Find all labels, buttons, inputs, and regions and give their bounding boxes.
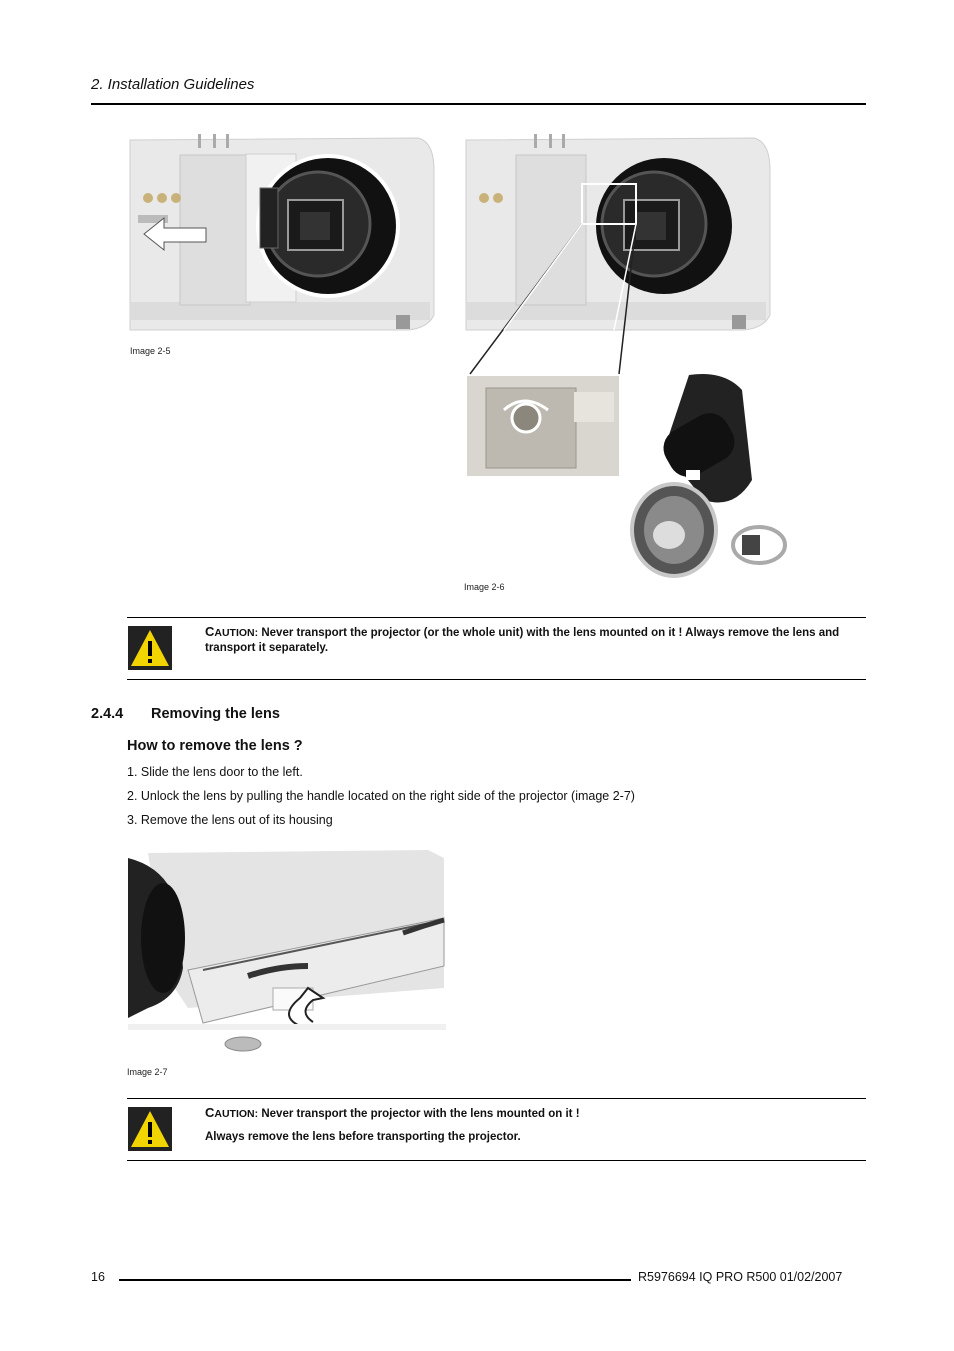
warning-icon: [128, 1107, 172, 1151]
step-item: 3. Remove the lens out of its housing: [127, 813, 333, 827]
running-header: 2. Installation Guidelines: [91, 76, 255, 93]
caution-message: Never transport the projector with the lens mounted on it !: [261, 1108, 580, 1120]
section-number: 2.4.4: [91, 706, 124, 722]
figure-caption: Image 2-7: [127, 1067, 168, 1077]
caution-label: CAUTION:: [205, 1105, 259, 1120]
figure-image-2-7: [128, 848, 446, 1060]
caution-box: [127, 617, 866, 680]
figure-caption: Image 2-5: [130, 346, 171, 356]
page-number: 16: [91, 1270, 105, 1284]
procedure-title: How to remove the lens ?: [127, 738, 303, 754]
document-info: R5976694 IQ PRO R500 01/02/2007: [638, 1270, 843, 1284]
figure-caption: Image 2-6: [464, 582, 505, 592]
section-title: Removing the lens: [151, 706, 280, 722]
caution-label: CAUTION:: [205, 624, 259, 639]
figure-image-2-5: [128, 130, 438, 345]
footer-rule: [119, 1279, 631, 1281]
caution-text: [205, 1105, 866, 1122]
section-heading: [91, 706, 280, 722]
figure-image-2-6: [464, 130, 794, 580]
step-item: 1. Slide the lens door to the left.: [127, 765, 303, 779]
caution-box: [127, 1098, 866, 1161]
header-rule: [91, 103, 866, 105]
step-item: 2. Unlock the lens by pulling the handle located on the right side of the projector (image 2-7): [127, 789, 635, 803]
caution-message-line2: Always remove the lens before transporting the projector.: [205, 1131, 521, 1143]
caution-text: [205, 624, 866, 656]
caution-message: Never transport the projector (or the whole unit) with the lens mounted on it ! Always remove the lens and transport it separately.: [205, 627, 840, 654]
warning-icon: [128, 626, 172, 670]
